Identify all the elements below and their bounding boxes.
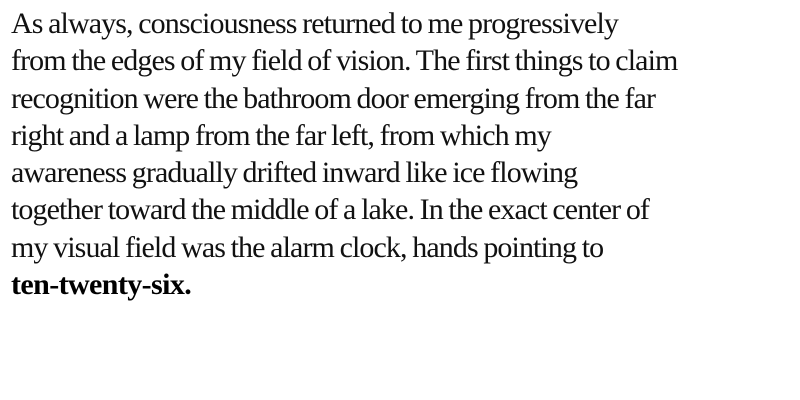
text-line: recognition were the bathroom door emerging from the far <box>11 81 656 115</box>
text-line: right and a lamp from the far left, from which my <box>11 118 551 152</box>
text-line: my visual field was the alarm clock, hands pointing to <box>11 230 604 264</box>
text-passage <box>11 5 790 303</box>
text-line: from the edges of my field of vision. The first things to claim <box>11 44 678 78</box>
text-line: together toward the middle of a lake. In the exact center of <box>11 193 650 227</box>
emphasized-time: ten-twenty-six. <box>11 268 192 302</box>
text-line: awareness gradually drifted inward like ice flowing <box>11 156 578 190</box>
text-line: As always, consciousness returned to me progressively <box>11 7 618 40</box>
